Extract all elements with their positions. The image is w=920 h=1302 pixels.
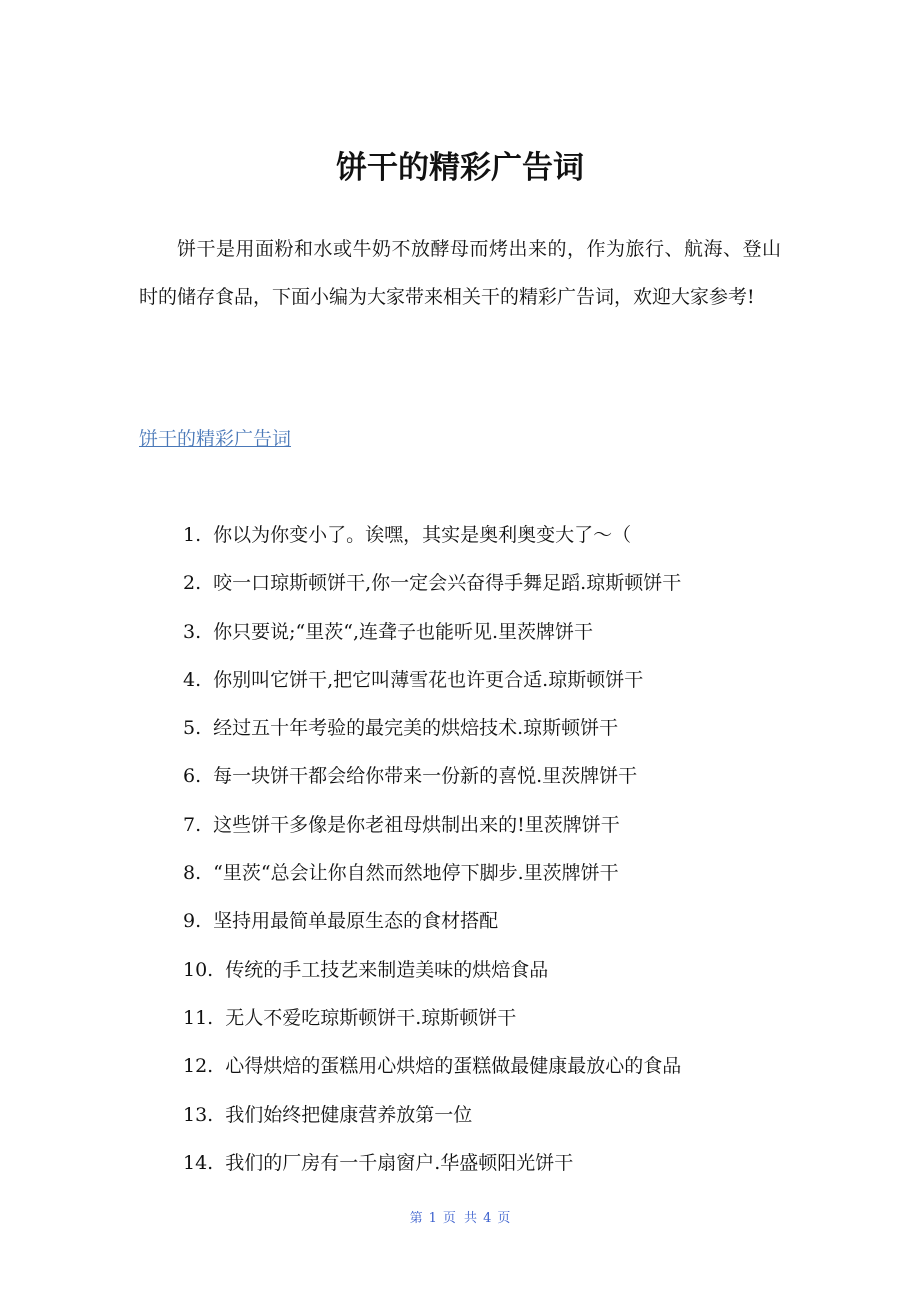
list-item: [183, 805, 783, 853]
list-item-text: 传统的手工技艺来制造美味的烘焙食品: [225, 958, 549, 981]
footer-total-pages: 4: [483, 1211, 492, 1226]
list-item-text: 我们的厂房有一千扇窗户.华盛顿阳光饼干: [225, 1151, 574, 1174]
footer-current-page: 1: [428, 1211, 437, 1226]
list-item-text: 你别叫它饼干,把它叫薄雪花也许更合适.琼斯顿饼干: [213, 668, 644, 691]
list-item-number: 3.: [183, 620, 202, 643]
list-item-text: 无人不爱吃琼斯顿饼干.琼斯顿饼干: [225, 1006, 517, 1029]
list-item-number: 11.: [183, 1006, 214, 1029]
intro-paragraph: 饼干是用面粉和水或牛奶不放酵母而烤出来的，作为旅行、航海、登山时的储存食品，下面小编为大家带来相关干的精彩广告词，欢迎大家参考!: [139, 238, 781, 308]
list-item-number: 1.: [183, 524, 202, 546]
list-item: [183, 1143, 783, 1191]
list-item-number: 4.: [183, 668, 202, 691]
list-item-number: 14.: [183, 1151, 214, 1174]
slogan-list: [183, 515, 783, 1191]
list-item-text: 这些饼干多像是你老祖母烘制出来的!里茨牌饼干: [213, 813, 620, 836]
list-item-text: 我们始终把健康营养放第一位: [225, 1103, 473, 1126]
page-title: 饼干的精彩广告词: [336, 150, 584, 186]
list-item-number: 8.: [183, 862, 202, 885]
list-item-text: 经过五十年考验的最完美的烘焙技术.琼斯顿饼干: [213, 717, 619, 740]
list-item: [183, 708, 783, 756]
footer-prefix: 第: [409, 1211, 423, 1226]
list-item-text: “里茨“总会让你自然而然地停下脚步.里茨牌饼干: [213, 862, 619, 885]
list-item-number: 7.: [183, 813, 202, 836]
list-item-text: 你只要说;“里茨“,连聋子也能听见.里茨牌饼干: [213, 620, 594, 643]
list-item: [183, 756, 783, 804]
list-item: [183, 998, 783, 1046]
page-footer: [0, 1207, 920, 1226]
list-item: [183, 1046, 783, 1094]
list-item-text: 心得烘焙的蛋糕用心烘焙的蛋糕做最健康最放心的食品: [225, 1055, 682, 1078]
list-item: [183, 563, 783, 611]
list-item: [183, 901, 783, 949]
list-item-number: 13.: [183, 1103, 214, 1126]
list-item-number: 9.: [183, 910, 202, 933]
list-item: [183, 612, 783, 660]
list-item-text: 你以为你变小了。诶嘿，其实是奥利奥变大了～（: [213, 524, 632, 546]
footer-middle: 页 共: [442, 1211, 478, 1226]
section-heading-link[interactable]: 饼干的精彩广告词: [139, 428, 292, 450]
list-item: [183, 950, 783, 998]
list-item: [183, 853, 783, 901]
list-item-number: 12.: [183, 1055, 214, 1078]
list-item-number: 10.: [183, 958, 214, 981]
list-item-number: 2.: [183, 572, 202, 595]
list-item-number: 6.: [183, 765, 202, 788]
list-item-number: 5.: [183, 717, 202, 740]
list-item-text: 坚持用最简单最原生态的食材搭配: [213, 910, 499, 933]
list-item: [183, 660, 783, 708]
list-item-text: 每一块饼干都会给你带来一份新的喜悦.里茨牌饼干: [213, 765, 638, 788]
footer-suffix: 页: [497, 1211, 511, 1226]
list-item: [183, 515, 783, 563]
list-item: [183, 1095, 783, 1143]
list-item-text: 咬一口琼斯顿饼干,你一定会兴奋得手舞足蹈.琼斯顿饼干: [213, 572, 682, 595]
